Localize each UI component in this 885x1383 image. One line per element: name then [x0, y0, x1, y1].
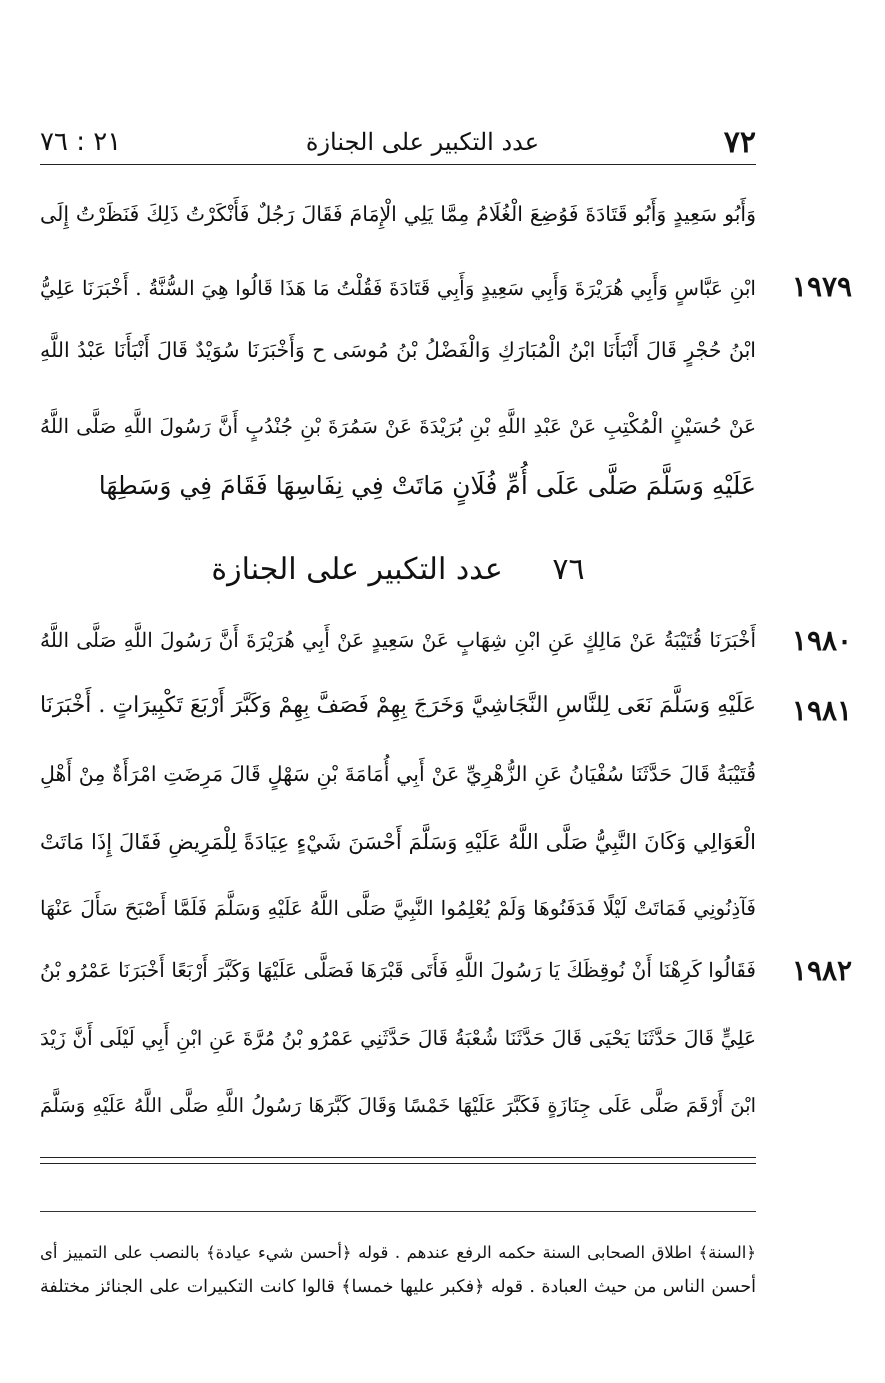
- text-line: قُتَيْبَةُ قَالَ حَدَّثَنَا سُفْيَانُ عَنِ الزُّهْرِيِّ عَنْ أَبِي أُمَامَةَ بْنِ سَهْلٍ قَالَ مَرِضَتِ امْرَأَةٌ مِنْ أَهْلِ: [40, 762, 756, 786]
- text-line: فَآذِنُونِي فَمَاتَتْ لَيْلًا فَدَفَنُوهَا وَلَمْ يُعْلِمُوا النَّبِيَّ صَلَّى اللَّهُ عَلَيْهِ وَسَلَّمَ فَلَمَّا أَصْبَحَ سَأَلَ عَنْهَا: [40, 896, 756, 920]
- page-number: ٧٢: [723, 124, 756, 160]
- text-line: وَأَبُو سَعِيدٍ وَأَبُو قَتَادَةَ فَوُضِعَ الْغُلَامُ مِمَّا يَلِي الْإِمَامَ فَقَالَ رَجُلٌ فَأَنْكَرْتُ ذَلِكَ فَنَظَرْتُ إِلَى: [40, 202, 756, 226]
- running-head-title: عدد التكبير على الجنازة: [305, 128, 540, 156]
- text-line: الْعَوَالِي وَكَانَ النَّبِيُّ صَلَّى اللَّهُ عَلَيْهِ وَسَلَّمَ أَحْسَنَ شَيْءٍ عِيَادَةً لِلْمَرِيضِ فَقَالَ إِذَا مَاتَتْ: [40, 830, 756, 854]
- text-line: فَقَالُوا كَرِهْنَا أَنْ نُوقِظَكَ يَا رَسُولَ اللَّهِ فَأَتَى قَبْرَهَا فَصَلَّى عَلَيْهَا وَكَبَّرَ أَرْبَعًا أَخْبَرَنَا عَمْرُو بْنُ: [40, 958, 756, 982]
- hadith-number: ١٩٨٢: [791, 954, 853, 987]
- text-line: ابْنُ حُجْرٍ قَالَ أَنْبَأَنَا ابْنُ الْمُبَارَكِ وَالْفَضْلُ بْنُ مُوسَى ح وَأَخْبَرَنَا سُوَيْدٌ قَالَ أَنْبَأَنَا عَبْدُ اللَّهِ: [40, 338, 756, 362]
- hadith-number: ١٩٧٩: [791, 270, 853, 303]
- footnote-line: أحسن الناس من حيث العبادة . قوله ﴿فكبر عليها خمسا﴾ قالوا كانت التكبيرات على الجنائز مختلفة: [40, 1277, 756, 1297]
- text-line: عَلَيْهِ وَسَلَّمَ صَلَّى عَلَى أُمِّ فُلَانٍ مَاتَتْ فِي نِفَاسِهَا فَقَامَ فِي وَسَطِهَا: [98, 471, 756, 500]
- chapter-heading: [40, 552, 756, 604]
- divider: [40, 1163, 756, 1164]
- hadith-number: ١٩٨١: [791, 694, 853, 727]
- text-line: أَخْبَرَنَا قُتَيْبَةُ عَنْ مَالِكٍ عَنِ ابْنِ شِهَابٍ عَنْ سَعِيدٍ عَنْ أَبِي هُرَيْرَةَ أَنَّ رَسُولَ اللَّهِ صَلَّى اللَّهُ: [40, 628, 756, 652]
- text-line: عَنْ حُسَيْنٍ الْمُكْتِبِ عَنْ عَبْدِ اللَّهِ بْنِ بُرَيْدَةَ عَنْ سَمُرَةَ بْنِ جُنْدُبٍ أَنَّ رَسُولَ اللَّهِ صَلَّى اللَّهُ: [40, 414, 756, 438]
- chapter-number: ٧٦: [552, 552, 585, 587]
- chapter-title: عدد التكبير على الجنازة: [211, 552, 503, 587]
- running-head: [40, 120, 756, 165]
- footnote-line: ﴿السنة﴾ اطلاق الصحابى السنة حكمه الرفع عندهم . قوله ﴿أحسن شيء عيادة﴾ بالنصب على التمييز أى: [40, 1243, 756, 1262]
- running-head-reference: ٢١ : ٧٦: [40, 127, 122, 157]
- text-line: عَلِيٍّ قَالَ حَدَّثَنَا يَحْيَى قَالَ حَدَّثَنَا شُعْبَةُ قَالَ حَدَّثَنِي عَمْرُو بْنُ مُرَّةَ عَنِ ابْنِ أَبِي لَيْلَى أَنَّ زَيْدَ: [40, 1026, 756, 1050]
- divider: [40, 1157, 756, 1158]
- hadith-number: ١٩٨٠: [791, 624, 853, 657]
- text-line: عَلَيْهِ وَسَلَّمَ نَعَى لِلنَّاسِ النَّجَاشِيَّ وَخَرَجَ بِهِمْ فَصَفَّ بِهِمْ وَكَبَّرَ أَرْبَعَ تَكْبِيرَاتٍ . أَخْبَرَنَا: [40, 693, 756, 718]
- text-line: ابْنَ أَرْقَمَ صَلَّى عَلَى جِنَازَةٍ فَكَبَّرَ عَلَيْهَا خَمْسًا وَقَالَ كَبَّرَهَا رَسُولُ اللَّهِ صَلَّى اللَّهُ عَلَيْهِ وَسَلَّمَ: [40, 1094, 756, 1117]
- text-line: ابْنِ عَبَّاسٍ وَأَبِي هُرَيْرَةَ وَأَبِي سَعِيدٍ وَأَبِي قَتَادَةَ فَقُلْتُ مَا هَذَا قَالُوا هِيَ السُّنَّةُ . أَخْبَرَنَا عَلِيُّ: [40, 276, 756, 300]
- footnote-divider: [40, 1211, 756, 1212]
